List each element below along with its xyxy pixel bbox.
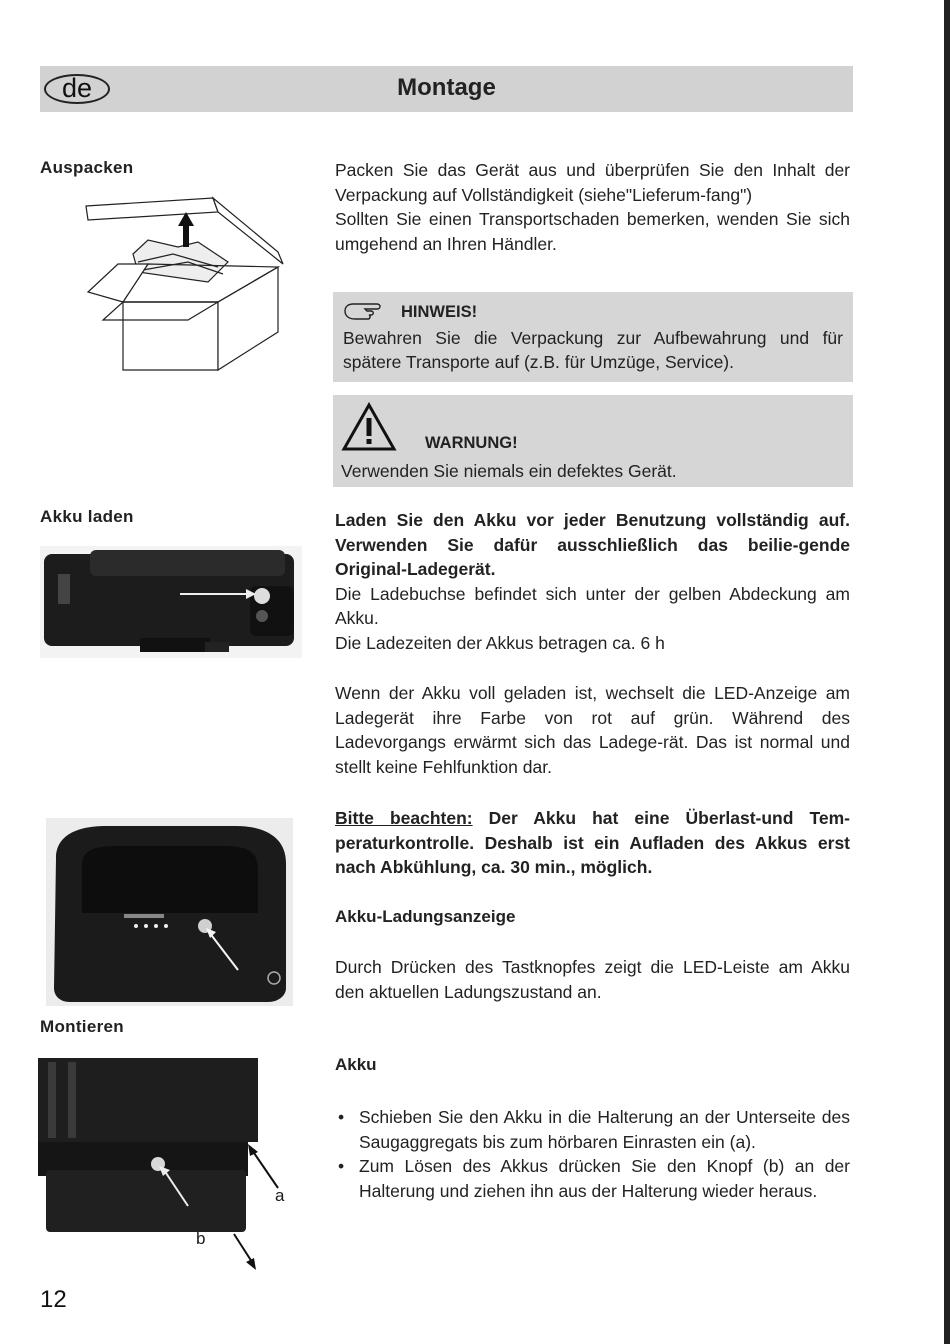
label-auspacken: Auspacken bbox=[40, 158, 134, 177]
akku-laden-bold-text: Laden Sie den Akku vor jeder Benutzung vollständig auf. Verwenden Sie dafür ausschließlich das beilie-gende Original-Ladegerät. bbox=[335, 510, 850, 579]
section-header bbox=[40, 66, 853, 112]
akku-laden-text: Die Ladebuchse befindet sich unter der gelben Abdeckung am Akku. bbox=[335, 583, 850, 628]
warning-triangle-icon bbox=[341, 402, 397, 452]
hinweis-title: HINWEIS! bbox=[401, 302, 478, 321]
list-item: • Schieben Sie den Akku in die Halterung an der Unterseite des Saugaggregats bis zum hörbaren Einrasten ein (a). bbox=[338, 1107, 850, 1152]
bitte-beachten-text: Der Akku hat eine Überlast-und Tem-peraturkontrolle. Deshalb ist ein Aufladen des Akkus erst nach Abkühlung, ca. 30 min., möglich. bbox=[335, 808, 850, 877]
bitte-beachten-label: Bitte beachten: bbox=[335, 808, 473, 828]
bullet-icon: • bbox=[338, 1156, 345, 1176]
ladungsanzeige-text: Durch Drücken des Tastknopfes zeigt die LED-Leiste am Akku den aktuellen Ladungszustand an. bbox=[335, 957, 850, 1002]
language-badge: de bbox=[44, 74, 110, 104]
battery-led-photo bbox=[46, 818, 293, 1006]
label-akku-laden: Akku laden bbox=[40, 507, 134, 526]
hinweis-text: Bewahren Sie die Verpackung zur Aufbewahrung und für spätere Transporte auf (z.B. für Umzüge, Service). bbox=[343, 328, 843, 372]
battery-mounting-photo bbox=[38, 1058, 300, 1276]
bullet-icon: • bbox=[338, 1107, 345, 1127]
akku-laden-text-2: Die Ladezeiten der Akkus betragen ca. 6 h bbox=[335, 632, 665, 653]
label-a: a bbox=[275, 1186, 285, 1205]
warnung-text: Verwenden Sie niemals ein defektes Gerät. bbox=[341, 461, 677, 481]
akku-laden-text-3: Wenn der Akku voll geladen ist, wechselt die LED-Anzeige am Ladegerät ihre Farbe von rot auf grün. Während des Ladevorgangs erwärmt sich das Ladege-rät. Das ist normal und stellt keine Fehlfunktion dar. bbox=[335, 683, 850, 777]
montieren-bullets bbox=[335, 1105, 850, 1203]
unpacking-box-illustration bbox=[78, 192, 293, 374]
hinweis-box bbox=[333, 292, 853, 382]
bitte-beachten-paragraph bbox=[335, 806, 850, 880]
page-number: 12 bbox=[40, 1286, 67, 1313]
auspacken-text-2: Sollten Sie einen Transportschaden bemerken, wenden Sie sich umgehend an Ihren Händler. bbox=[335, 209, 850, 254]
label-b: b bbox=[196, 1229, 206, 1248]
akku-subhead: Akku bbox=[335, 1055, 377, 1074]
auspacken-text: Packen Sie das Gerät aus und überprüfen Sie den Inhalt der Verpackung auf Vollständigkeit (siehe"Lieferum-fang") bbox=[335, 160, 850, 205]
warnung-box bbox=[333, 395, 853, 487]
warnung-title: WARNUNG! bbox=[425, 433, 518, 452]
ladungsanzeige-title: Akku-Ladungsanzeige bbox=[335, 907, 516, 926]
label-montieren: Montieren bbox=[40, 1017, 124, 1036]
pointing-hand-icon bbox=[343, 301, 387, 323]
list-item: • Zum Lösen des Akkus drücken Sie den Knopf (b) an der Halterung und ziehen ihn aus der Halterung wieder heraus. bbox=[338, 1156, 850, 1201]
page-edge bbox=[944, 0, 950, 1344]
page-title: Montage bbox=[397, 74, 496, 101]
battery-charging-photo bbox=[40, 546, 302, 658]
